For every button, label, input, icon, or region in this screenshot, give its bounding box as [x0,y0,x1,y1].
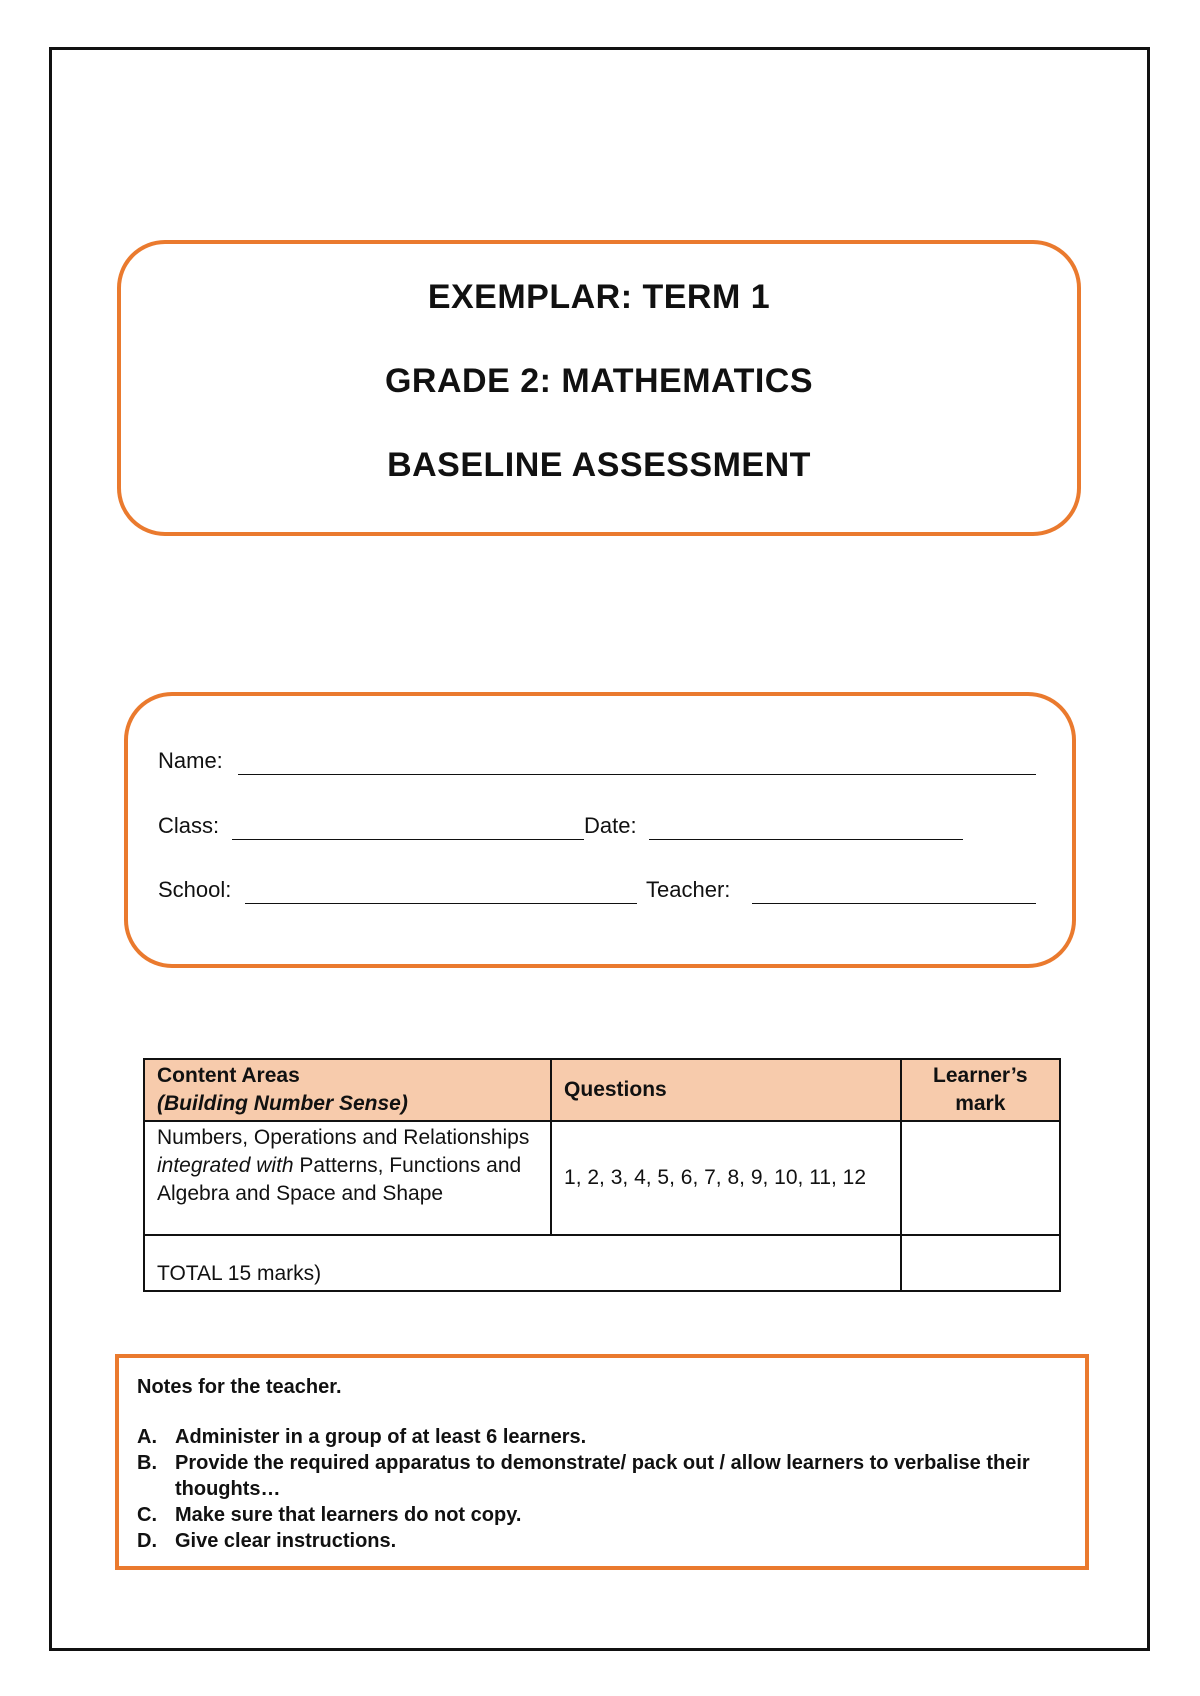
title-term: EXEMPLAR: TERM 1 [427,278,771,316]
name-field[interactable] [238,774,1036,775]
name-label: Name: [158,748,223,773]
header-questions: Questions [551,1059,901,1121]
date-field[interactable] [649,839,963,840]
title-grade-subject: GRADE 2: MATHEMATICS [384,362,814,400]
title-box [117,240,1081,536]
note-text: Provide the required apparatus to demonstrate/ pack out / allow learners to verbalise their thoughts… [175,1452,1030,1500]
note-letter: D. [137,1530,157,1552]
content-areas-table [143,1058,1061,1292]
title-assessment: BASELINE ASSESSMENT [387,446,811,484]
list-item [137,1424,1067,1450]
learners-mark-cell[interactable] [901,1121,1060,1235]
teacher-label: Teacher: [646,877,731,902]
header-learners-mark-line2: mark [955,1092,1006,1115]
list-item [137,1502,1067,1528]
note-letter: C. [137,1504,157,1526]
total-mark-cell[interactable] [901,1235,1060,1291]
note-letter: A. [137,1426,157,1448]
content-text-italic: integrated with [157,1154,294,1177]
total-row [144,1235,1060,1291]
class-field[interactable] [232,839,584,840]
teacher-field[interactable] [752,903,1036,904]
content-areas-cell [144,1121,551,1235]
note-text: Make sure that learners do not copy. [175,1504,522,1526]
note-text: Give clear instructions. [175,1530,397,1552]
learner-info-box [124,692,1076,968]
note-letter: B. [137,1452,157,1474]
total-label: TOTAL 15 marks) [144,1235,901,1291]
list-item [137,1528,1067,1554]
notes-title: Notes for the teacher. [137,1376,342,1398]
content-text-1: Numbers, Operations and Relationships [157,1126,530,1149]
header-content-areas-label: Content Areas [157,1064,300,1087]
school-label: School: [158,877,232,902]
date-label: Date: [584,813,637,838]
table-header-row [144,1059,1060,1121]
questions-cell: 1, 2, 3, 4, 5, 6, 7, 8, 9, 10, 11, 12 [551,1121,901,1235]
content-text-2: Patterns, Functions and Algebra and Space and Shape [157,1154,522,1205]
school-field[interactable] [245,903,637,904]
header-learners-mark-line1: Learner’s [933,1064,1028,1087]
header-learners-mark [901,1059,1060,1121]
note-text: Administer in a group of at least 6 learners. [175,1426,587,1448]
list-item [137,1450,1067,1502]
header-content-areas [144,1059,551,1121]
table-row [144,1121,1060,1235]
class-label: Class: [158,813,220,838]
header-content-areas-sub: (Building Number Sense) [157,1092,408,1115]
teacher-notes-box [115,1354,1089,1570]
